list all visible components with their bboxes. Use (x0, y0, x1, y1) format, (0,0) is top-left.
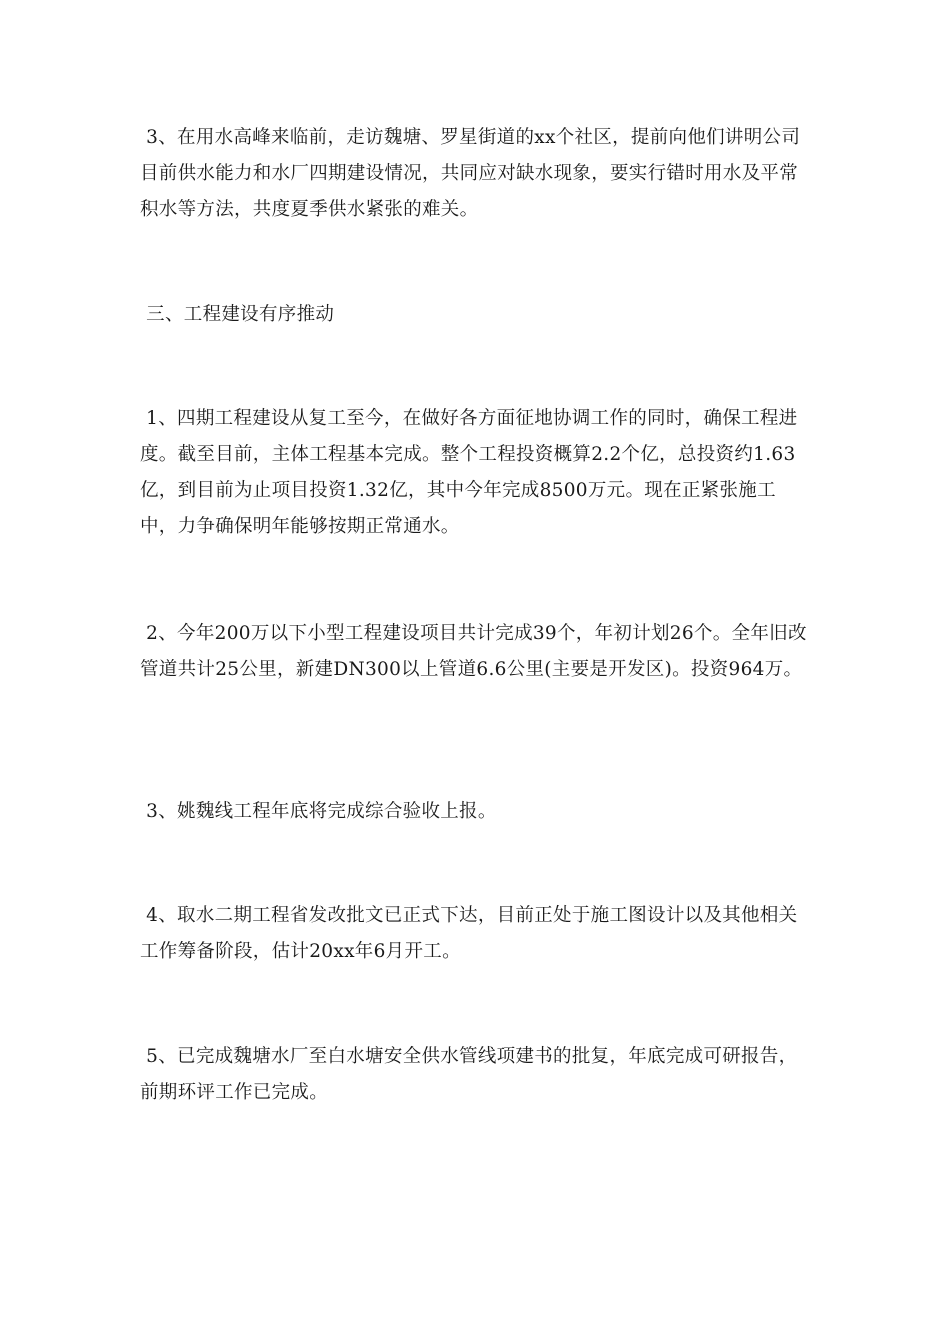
paragraph-water-peak-visits: 3、在用水高峰来临前，走访魏塘、罗星街道的xx个社区，提前向他们讲明公司目前供水能力和水厂四期建设情况，共同应对缺水现象，要实行错时用水及平常积水等方法，共度夏季供水紧张的难关。 (140, 127, 801, 220)
paragraph-phase-four-construction: 1、四期工程建设从复工至今，在做好各方面征地协调工作的同时，确保工程进度。截至目前，主体工程基本完成。整个工程投资概算2.2个亿，总投资约1.63亿，到目前为止项目投资1.32亿，其中今年完成8500万元。现在正紧张施工中，力争确保明年能够按期正常通水。 (140, 408, 798, 537)
section-heading-engineering: 三、工程建设有序推动 (140, 304, 335, 325)
paragraph-intake-phase-two: 4、取水二期工程省发改批文已正式下达，目前正处于施工图设计以及其他相关工作筹备阶段，估计20xx年6月开工。 (140, 905, 798, 962)
paragraph-small-projects: 2、今年200万以下小型工程建设项目共计完成39个，年初计划26个。全年旧改管道共计25公里，新建DN300以上管道6.6公里(主要是开发区)。投资964万。 (140, 623, 807, 680)
paragraph-pipeline-approval: 5、已完成魏塘水厂至白水塘安全供水管线项建书的批复，年底完成可研报告，前期环评工作已完成。 (140, 1046, 798, 1103)
paragraph-yaowei-line: 3、姚魏线工程年底将完成综合验收上报。 (140, 801, 497, 822)
